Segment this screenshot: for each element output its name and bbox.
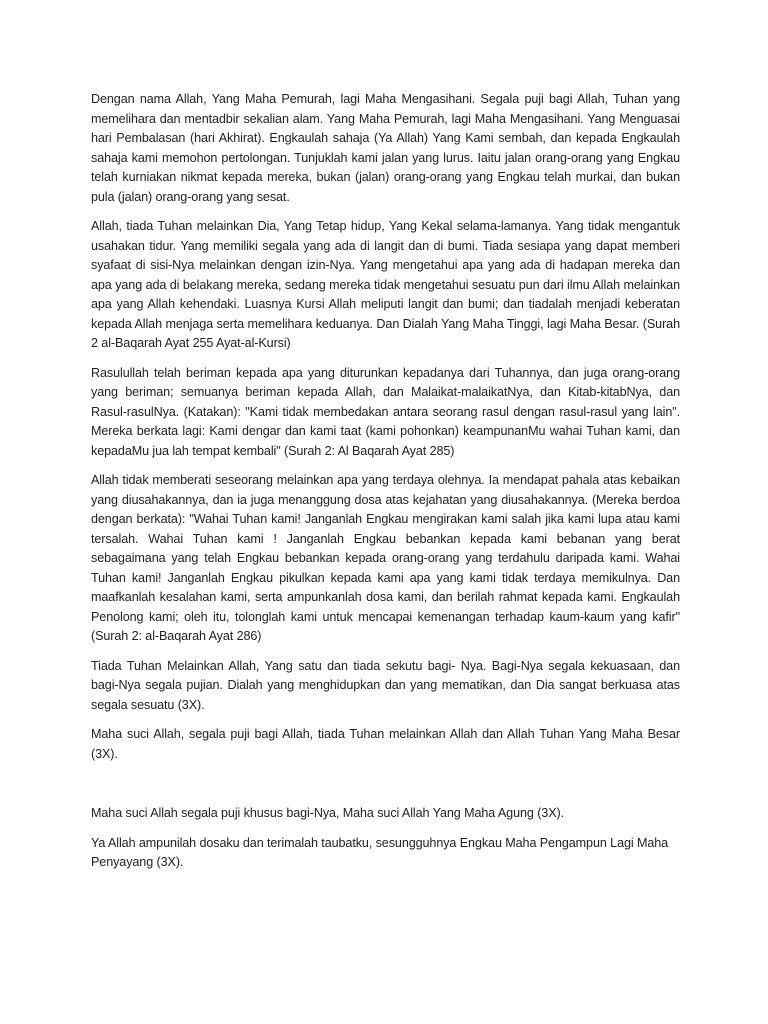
blank-gap [91,774,680,804]
paragraph-al-baqarah-285: Rasulullah telah beriman kepada apa yang diturunkan kepadanya dari Tuhannya, dan juga orang-orang yang beriman; semuanya beriman kepada Allah, dan Malaikat-malaikatNya, dan Kitab-kitabNya, dan Rasul-rasulNya. (Katakan): "Kami tidak membedakan antara seorang rasul dengan rasul-rasul yang lain". Mereka berkata lagi: Kami dengar dan kami taat (kami pohonkan) keampunanMu wahai Tuhan kami, dan kepadaMu jua lah tempat kembali" (Surah 2: Al Baqarah Ayat 285) [91,365,680,458]
paragraph-al-baqarah-286: Allah tidak memberati seseorang melainkan apa yang terdaya olehnya. Ia mendapat pahala atas kebaikan yang diusahakannya, dan ia juga menanggung dosa atas kejahatan yang diusahakannya. (Mereka berdoa dengan berkata): "Wahai Tuhan kami! Janganlah Engkau mengirakan kami salah jika kami lupa atau kami tersalah. Wahai Tuhan kami ! Janganlah Engkau bebankan kepada kami bebanan yang berat sebagaimana yang telah Engkau bebankan kepada orang-orang yang terdahulu daripada kami. Wahai Tuhan kami! Janganlah Engkau pikulkan kepada kami apa yang kami tidak terdaya memikulnya. Dan maafkanlah kesalahan kami, serta ampunkanlah dosa kami, dan berilah rahmat kepada kami. Engkaulah Penolong kami; oleh itu, tolonglah kami untuk mencapai kemenangan terhadap kaum-kaum yang kafir" (Surah 2: al-Baqarah Ayat 286) [91,473,680,643]
paragraph-tasbih-tahmid: Maha suci Allah, segala puji bagi Allah, tiada Tuhan melainkan Allah dan Allah Tuhan Yang Maha Besar (3X). [91,727,680,761]
document-body [91,90,680,883]
paragraph-subhanallah: Maha suci Allah segala puji khusus bagi-Nya, Maha suci Allah Yang Maha Agung (3X). [91,806,564,820]
paragraph-tahlil: Tiada Tuhan Melainkan Allah, Yang satu dan tiada sekutu bagi- Nya. Bagi-Nya segala kekuasaan, dan bagi-Nya segala pujian. Dialah yang menghidupkan dan yang mematikan, dan Dia sangat berkuasa atas segala sesuatu (3X). [91,658,680,712]
paragraph-istighfar: Ya Allah ampunilah dosaku dan terimalah taubatku, sesungguhnya Engkau Maha Pengampun Lagi Maha Penyayang (3X). [91,835,669,869]
paragraph-al-fatihah: Dengan nama Allah, Yang Maha Pemurah, lagi Maha Mengasihani. Segala puji bagi Allah, Tuhan yang memelihara dan mentadbir sekalian alam. Yang Maha Pemurah, lagi Maha Mengasihani. Yang Menguasai hari Pembalasan (hari Akhirat). Engkaulah sahaja (Ya Allah) Yang Kami sembah, dan kepada Engkaulah sahaja kami memohon pertolongan. Tunjuklah kami jalan yang lurus. Iaitu jalan orang-orang yang Engkau telah kurniakan nikmat kepada mereka, bukan (jalan) orang-orang yang Engkau telah murkai, dan bukan pula (jalan) orang-orang yang sesat. [91,92,680,204]
paragraph-ayat-al-kursi: Allah, tiada Tuhan melainkan Dia, Yang Tetap hidup, Yang Kekal selama-lamanya. Yang tidak mengantuk usahakan tidur. Yang memiliki segala yang ada di langit dan di bumi. Tiada sesiapa yang dapat memberi syafaat di sisi-Nya melainkan dengan izin-Nya. Yang mengetahui apa yang ada di hadapan mereka dan apa yang ada di belakang mereka, sedang mereka tidak mengetahui sesuatu pun dari ilmu Allah melainkan apa yang Allah kehendaki. Luasnya Kursi Allah meliputi langit dan bumi; dan tiadalah menjadi keberatan kepada Allah menjaga serta memelihara keduanya. Dan Dialah Yang Maha Tinggi, lagi Maha Besar. (Surah 2 al-Baqarah Ayat 255 Ayat-al-Kursi) [91,219,680,350]
